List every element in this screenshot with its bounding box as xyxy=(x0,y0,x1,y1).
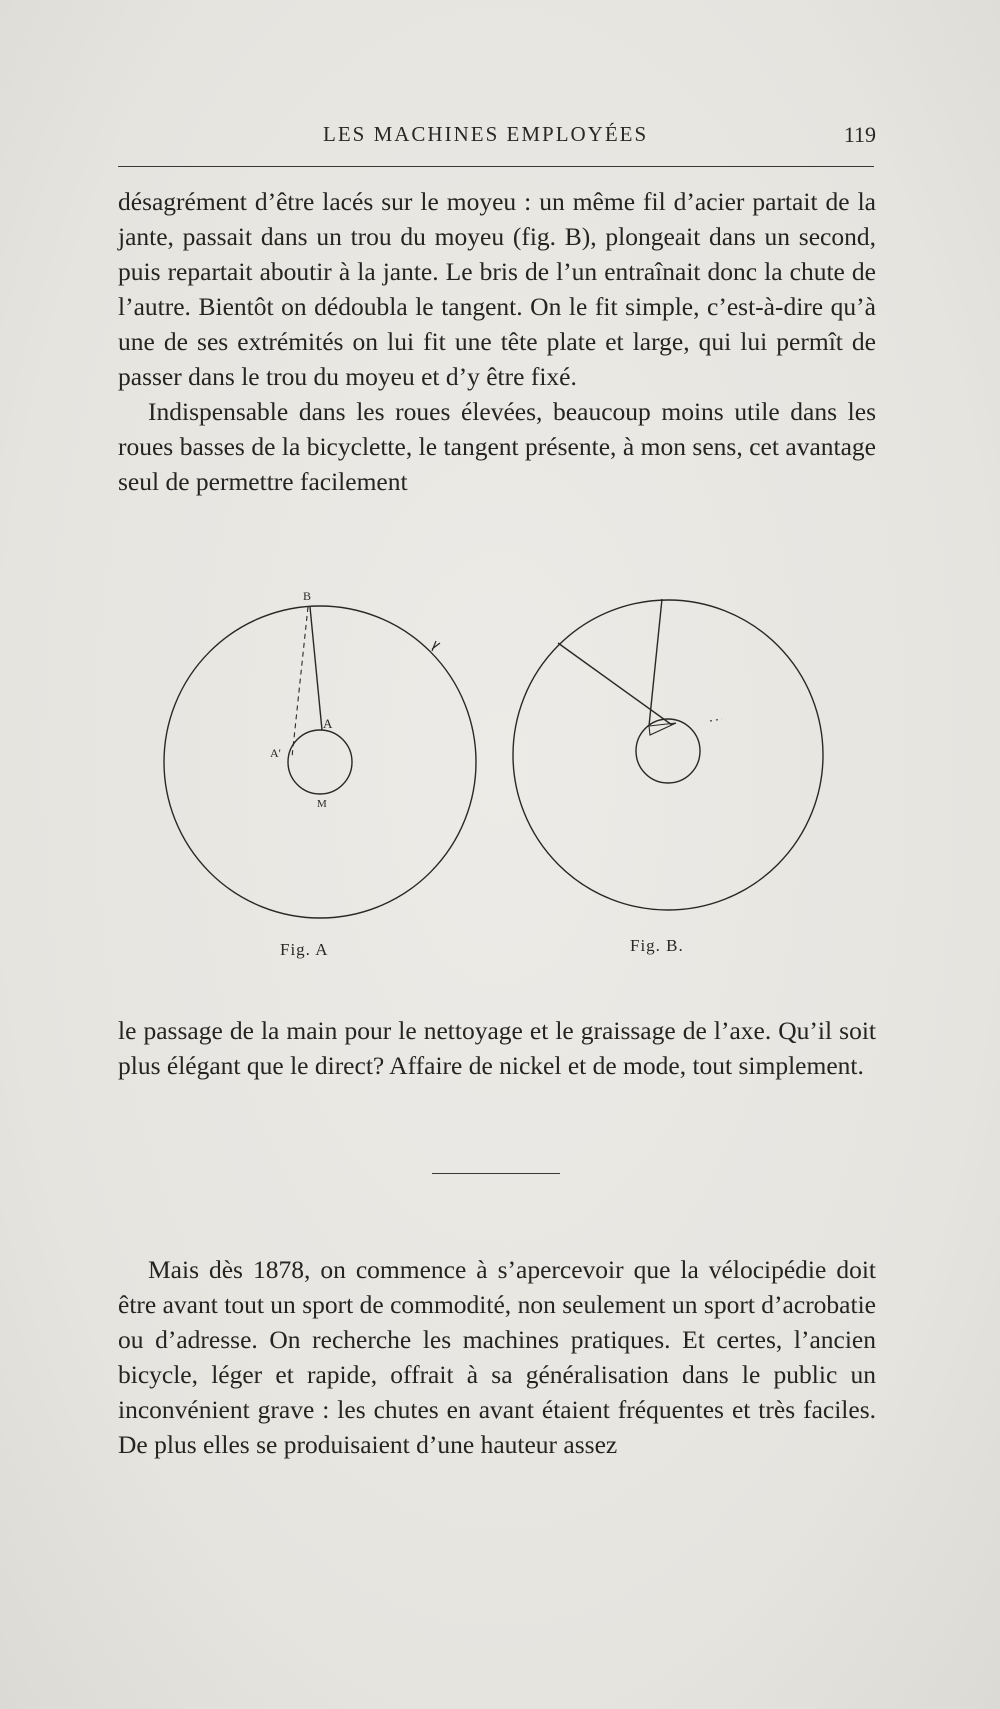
paragraph-conclusion: le passage de la main pour le nettoyage et le graissage de l’axe. Qu’il soit plus élégant que le direct? Affaire de nickel et de mode, tout simplement. xyxy=(118,1016,876,1080)
wheel-figures xyxy=(150,585,830,965)
text-block-middle xyxy=(118,1013,876,1083)
fig-a-rim xyxy=(164,606,476,918)
fig-a-label-m: M xyxy=(317,798,327,810)
fig-a-label-a: A xyxy=(323,716,333,731)
running-title: LES MACHINES EMPLOYÉES xyxy=(323,122,649,146)
page-number: 119 xyxy=(843,122,876,147)
fig-a-pointer xyxy=(432,641,440,651)
section-separator xyxy=(432,1173,560,1174)
fig-a-label-b: B xyxy=(303,589,312,603)
text-block-top xyxy=(118,184,876,499)
page-header xyxy=(118,122,876,152)
paragraph-continuation: désagrément d’être lacés sur le moyeu : un même fil d’acier partait de la jante, passait dans un trou du moyeu (fig. B), plongeait dans un second, puis repartait aboutir à la jante. Le bris de l’un entraînait donc la chute de l’autre. Bientôt on dédoubla le tangent. On le fit simple, c’est-à-dire qu’à une de ses extrémités on lui fit une tête plate et large, qui lui permît de passer dans le trou du moyeu et d’y être fixé. xyxy=(118,187,876,391)
fig-b-hub-mark xyxy=(710,719,722,721)
fig-a-tangent-spoke xyxy=(310,607,322,730)
fig-b-spoke-right xyxy=(649,599,662,726)
fig-b-hub xyxy=(636,719,700,783)
fig-b-spoke-head xyxy=(649,723,676,735)
fig-b-spoke-left xyxy=(558,643,672,725)
paragraph-tangent: Indispensable dans les roues élevées, beaucoup moins utile dans les roues basses de la bicyclette, le tangent présente, à mon sens, cet avantage seul de permettre facilement xyxy=(118,397,876,496)
figure-b-caption: Fig. B. xyxy=(630,936,684,955)
fig-a-hub xyxy=(288,730,352,794)
header-rule xyxy=(118,166,874,167)
paragraph-1878: Mais dès 1878, on commence à s’apercevoir que la vélocipédie doit être avant tout un sport de commodité, non seulement un sport d’acrobatie ou d’adresse. On recherche les machines pratiques. Et certes, l’ancien bicycle, léger et rapide, offrait à sa généralisation dans le public un inconvénient grave : les chutes en avant étaient fréquentes et très faciles. De plus elles se produisaient d’une hauteur assez xyxy=(118,1255,876,1459)
figure-a xyxy=(164,606,476,918)
fig-b-rim xyxy=(513,600,823,910)
figure-a-caption: Fig. A xyxy=(280,940,329,959)
figure-b xyxy=(513,599,823,910)
fig-a-label-a-prime: A' xyxy=(270,746,281,760)
text-block-bottom xyxy=(118,1252,876,1462)
fig-a-direct-spoke xyxy=(292,607,308,757)
